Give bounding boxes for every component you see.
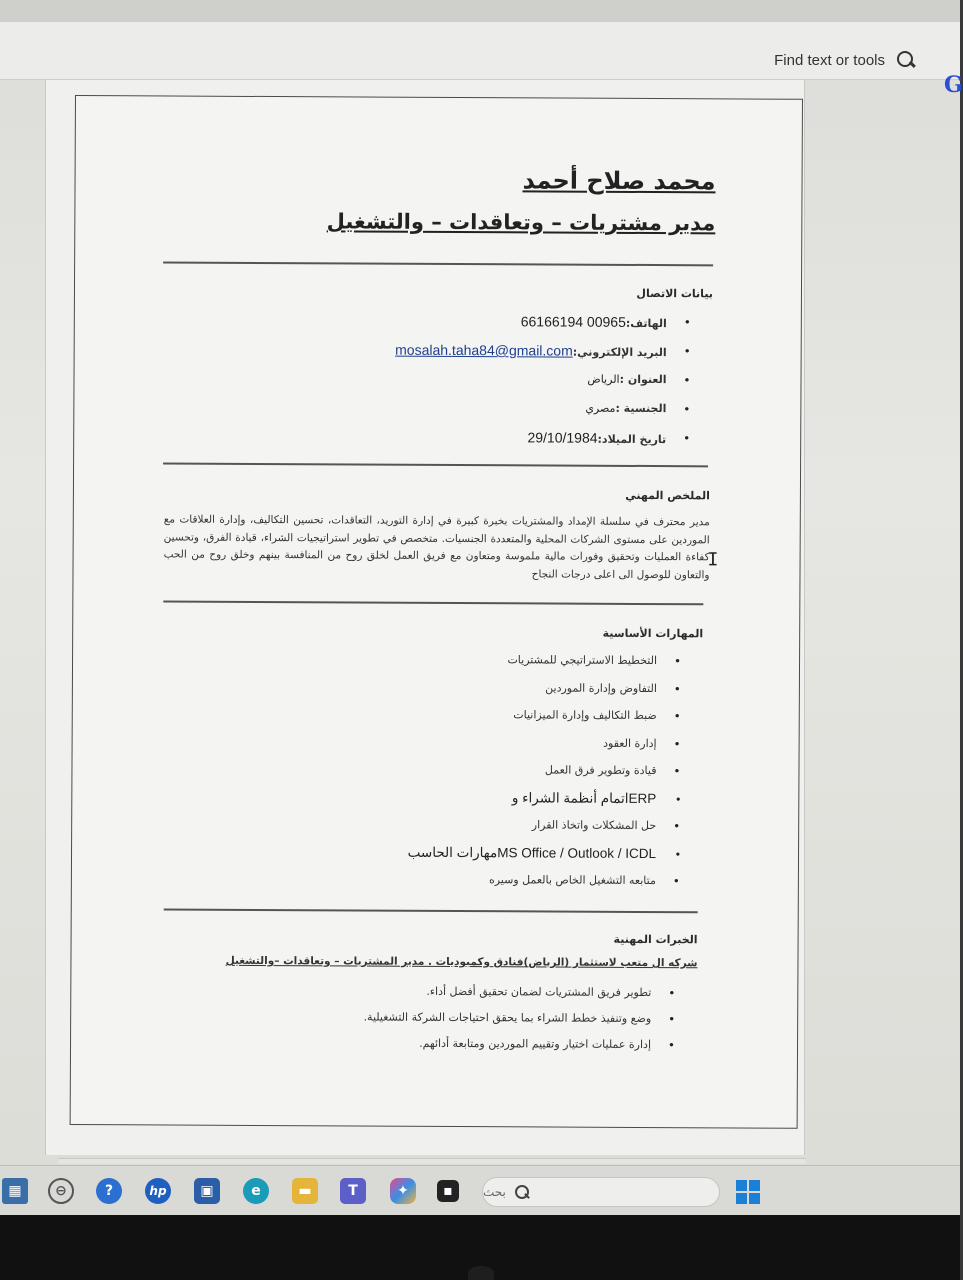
contact-heading: بيانات الاتصال bbox=[636, 286, 714, 301]
contact-label: الجنسية : bbox=[615, 401, 667, 416]
search-icon[interactable] bbox=[895, 50, 915, 70]
duty-item: • تطوير فريق المشتريات لضمان تحقيق أفضل أداء. bbox=[364, 984, 676, 1012]
skill-item: • حل المشكلات واتخاذ القرار bbox=[408, 816, 681, 845]
store-icon[interactable]: ▣ bbox=[194, 1178, 220, 1204]
contact-value: مصري bbox=[585, 401, 616, 415]
divider bbox=[163, 462, 708, 467]
email-link[interactable]: mosalah.taha84@gmail.com bbox=[395, 341, 573, 359]
viewer-toolbar bbox=[0, 22, 963, 98]
contact-value: 00965 66166194 bbox=[520, 313, 626, 330]
skill-item: • متابعه التشغيل الخاص بالعمل وسيره bbox=[407, 871, 680, 900]
window-titlebar bbox=[0, 0, 960, 22]
resume-name: محمد صلاح أحمد bbox=[522, 166, 716, 196]
summary-text: مدير محترف في سلسلة الإمداد والمشتريات بخبرة كبيرة في إدارة التوريد، التعاقدات، تحسين التكاليف، وإدارة العلاقات مع الموردين على مستوى الشركات المحلية والمتعددة الجنسيات. متخصص في تطوير استراتيجيات الشراء، قيادة الفرق، وتحسين كفاءة العمليات وتحقيق وفورات مالية ملموسة ومتعاون مع فريق العمل لخلق روح من المنافسة بينهم وخلق روح من الحب والتعاون للوصول الى اعلى درجات النجاح bbox=[163, 513, 710, 581]
experience-company: شركه ال متعب لاستثمار (الرياض)فنادق وكمبوديات . مدير المشتريات – وتعاقدات –والتشغيل bbox=[225, 954, 698, 970]
terminal-icon[interactable]: ▪ bbox=[437, 1180, 459, 1202]
contact-label: العنوان : bbox=[619, 372, 667, 387]
document-page bbox=[70, 95, 803, 1129]
contact-label: الهاتف: bbox=[625, 316, 667, 331]
contact-nationality bbox=[395, 399, 691, 430]
help-icon[interactable]: ? bbox=[96, 1178, 122, 1204]
edge-icon[interactable]: e bbox=[243, 1178, 269, 1204]
skill-item: • التفاوض وإدارة الموردين bbox=[408, 678, 681, 707]
experience-heading: الخبرات المهنية bbox=[613, 932, 698, 947]
skill-item: • ERPاتمام أنظمة الشراء و bbox=[408, 788, 681, 817]
taskbar bbox=[0, 1165, 960, 1215]
contact-address bbox=[395, 370, 691, 401]
taskbar-search-input[interactable] bbox=[482, 1177, 720, 1207]
contact-value: 29/10/1984 bbox=[527, 429, 598, 446]
skills-heading: المهارات الأساسية bbox=[602, 626, 704, 641]
search-placeholder: بحث bbox=[483, 1185, 506, 1199]
globe-icon[interactable]: ⊖ bbox=[48, 1178, 74, 1204]
divider bbox=[164, 908, 698, 913]
contact-birthdate bbox=[395, 428, 691, 459]
text-cursor-icon: I bbox=[707, 549, 719, 571]
teams-icon[interactable]: T bbox=[340, 1178, 366, 1204]
find-tools-label: Find text or tools bbox=[774, 51, 885, 69]
contact-list bbox=[395, 312, 691, 459]
duty-item: • إدارة عمليات اختيار وتقييم الموردين ومتابعة أدائهم. bbox=[363, 1036, 675, 1064]
duty-item: • وضع وتنفيذ خطط الشراء بما يحقق احتياجات الشركة التشغيلية. bbox=[363, 1010, 675, 1038]
contact-email bbox=[395, 341, 691, 372]
copilot-icon[interactable]: ✦ bbox=[390, 1178, 416, 1204]
monitor-logo-icon bbox=[468, 1266, 494, 1280]
calculator-icon[interactable]: ▦ bbox=[2, 1178, 28, 1204]
windows-start-icon[interactable] bbox=[736, 1180, 760, 1204]
contact-label: البريد الإلكتروني: bbox=[572, 345, 667, 360]
resume-job-title: مدير مشتريات – وتعاقدات – والتشغيل bbox=[326, 209, 716, 236]
skill-item: • إدارة العقود bbox=[408, 733, 681, 762]
ai-assistant-icon[interactable]: G bbox=[944, 72, 963, 98]
find-text-or-tools[interactable] bbox=[774, 50, 915, 70]
search-icon bbox=[514, 1184, 530, 1200]
divider bbox=[163, 600, 703, 605]
skill-item: • MS Office / Outlook / ICDLمهارات الحاسب bbox=[408, 843, 681, 872]
contact-label: تاريخ الميلاد: bbox=[597, 432, 667, 447]
hp-icon[interactable]: hp bbox=[145, 1178, 171, 1204]
skills-list bbox=[407, 651, 681, 900]
skill-item: • التخطيط الاستراتيجي للمشتريات bbox=[409, 651, 682, 680]
skill-item: • ضبط التكاليف وإدارة الميزانيات bbox=[408, 706, 681, 735]
contact-value: الرياض bbox=[587, 372, 620, 386]
file-explorer-icon[interactable]: ▬ bbox=[292, 1178, 318, 1204]
next-page-edge bbox=[58, 1158, 806, 1164]
skill-item: • قيادة وتطوير فرق العمل bbox=[408, 761, 681, 790]
summary-heading: الملخص المهني bbox=[625, 488, 710, 503]
contact-phone bbox=[395, 312, 691, 343]
duties-list bbox=[363, 984, 675, 1064]
divider bbox=[163, 261, 713, 266]
